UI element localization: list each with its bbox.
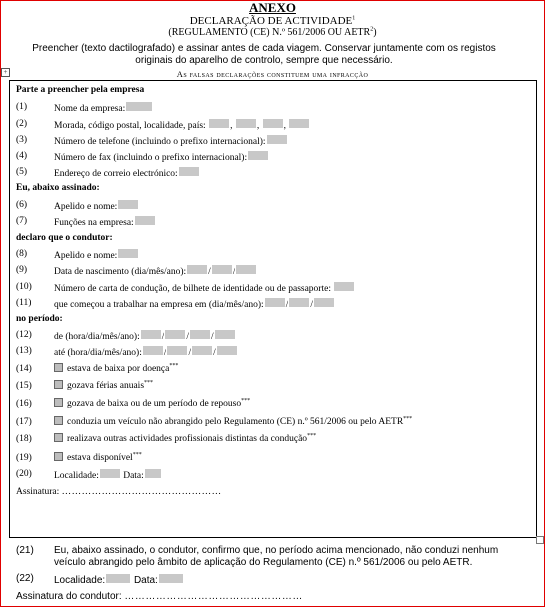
declaration-title: DECLARAÇÃO DE ACTIVIDADE$^1$ (189, 15, 356, 27)
to-day-field[interactable] (166, 345, 188, 356)
from-month-field[interactable] (189, 329, 211, 340)
start-day-field[interactable] (264, 297, 286, 308)
to-hour-field[interactable] (142, 345, 164, 356)
date-field[interactable] (144, 468, 162, 479)
annual-leave-checkbox[interactable] (54, 380, 63, 389)
start-year-field[interactable] (313, 297, 335, 308)
intro-text: Preencher (texto dactilografado) e assinar antes de cada viagem. Conservar juntamente com os registos originais do aparelho de controlo, sempre que necessário. (32, 43, 496, 66)
license-field[interactable] (333, 281, 355, 292)
to-year-field[interactable] (216, 345, 238, 356)
available-checkbox[interactable] (54, 452, 63, 461)
company-signature-field[interactable]: ………………………………………… (61, 487, 222, 497)
start-month-field[interactable] (288, 297, 310, 308)
address-field[interactable] (208, 118, 230, 129)
postal-code-field[interactable] (235, 118, 257, 129)
regulation-subtitle: (REGULAMENTO (CE) N.º 561/2006 OU AETR$^2$) (168, 26, 377, 38)
from-hour-field[interactable] (140, 329, 162, 340)
sick-leave-checkbox[interactable] (54, 363, 63, 372)
country-field[interactable] (288, 118, 310, 129)
to-month-field[interactable] (191, 345, 213, 356)
company-signature-line: Assinatura: ………………………………………… (16, 487, 222, 497)
resize-handle-icon[interactable] (536, 536, 544, 544)
from-year-field[interactable] (214, 329, 236, 340)
layout-anchor-icon: + (1, 68, 10, 77)
birth-month-field[interactable] (211, 264, 233, 275)
section-signatory: Eu, abaixo assinado: (16, 183, 100, 193)
function-field[interactable] (134, 215, 156, 226)
warning-text: As falsas declarações constituem uma infracção (176, 69, 369, 79)
birth-year-field[interactable] (235, 264, 257, 275)
email-field[interactable] (178, 166, 200, 177)
driver-date-field[interactable] (158, 573, 184, 584)
rest-leave-checkbox[interactable] (54, 398, 63, 407)
other-work-checkbox[interactable] (54, 433, 63, 442)
birth-day-field[interactable] (186, 264, 208, 275)
place-field[interactable] (99, 468, 121, 479)
annex-title: ANEXO (249, 0, 296, 15)
driver-signature-field[interactable]: …………………………………………… (124, 591, 303, 602)
fax-field[interactable] (247, 150, 269, 161)
section-period: no período: (16, 314, 63, 324)
excluded-vehicle-checkbox[interactable] (54, 416, 63, 425)
phone-field[interactable] (266, 134, 288, 145)
driver-name-field[interactable] (117, 248, 139, 259)
signatory-name-field[interactable] (117, 199, 139, 210)
company-name-field[interactable] (125, 101, 153, 112)
from-day-field[interactable] (164, 329, 186, 340)
driver-signature-line: Assinatura do condutor: …………………………………………… (16, 591, 303, 602)
locality-field[interactable] (262, 118, 284, 129)
driver-place-field[interactable] (105, 573, 131, 584)
section-company: Parte a preencher pela empresa (16, 85, 145, 95)
section-driver: declaro que o condutor: (16, 233, 113, 243)
